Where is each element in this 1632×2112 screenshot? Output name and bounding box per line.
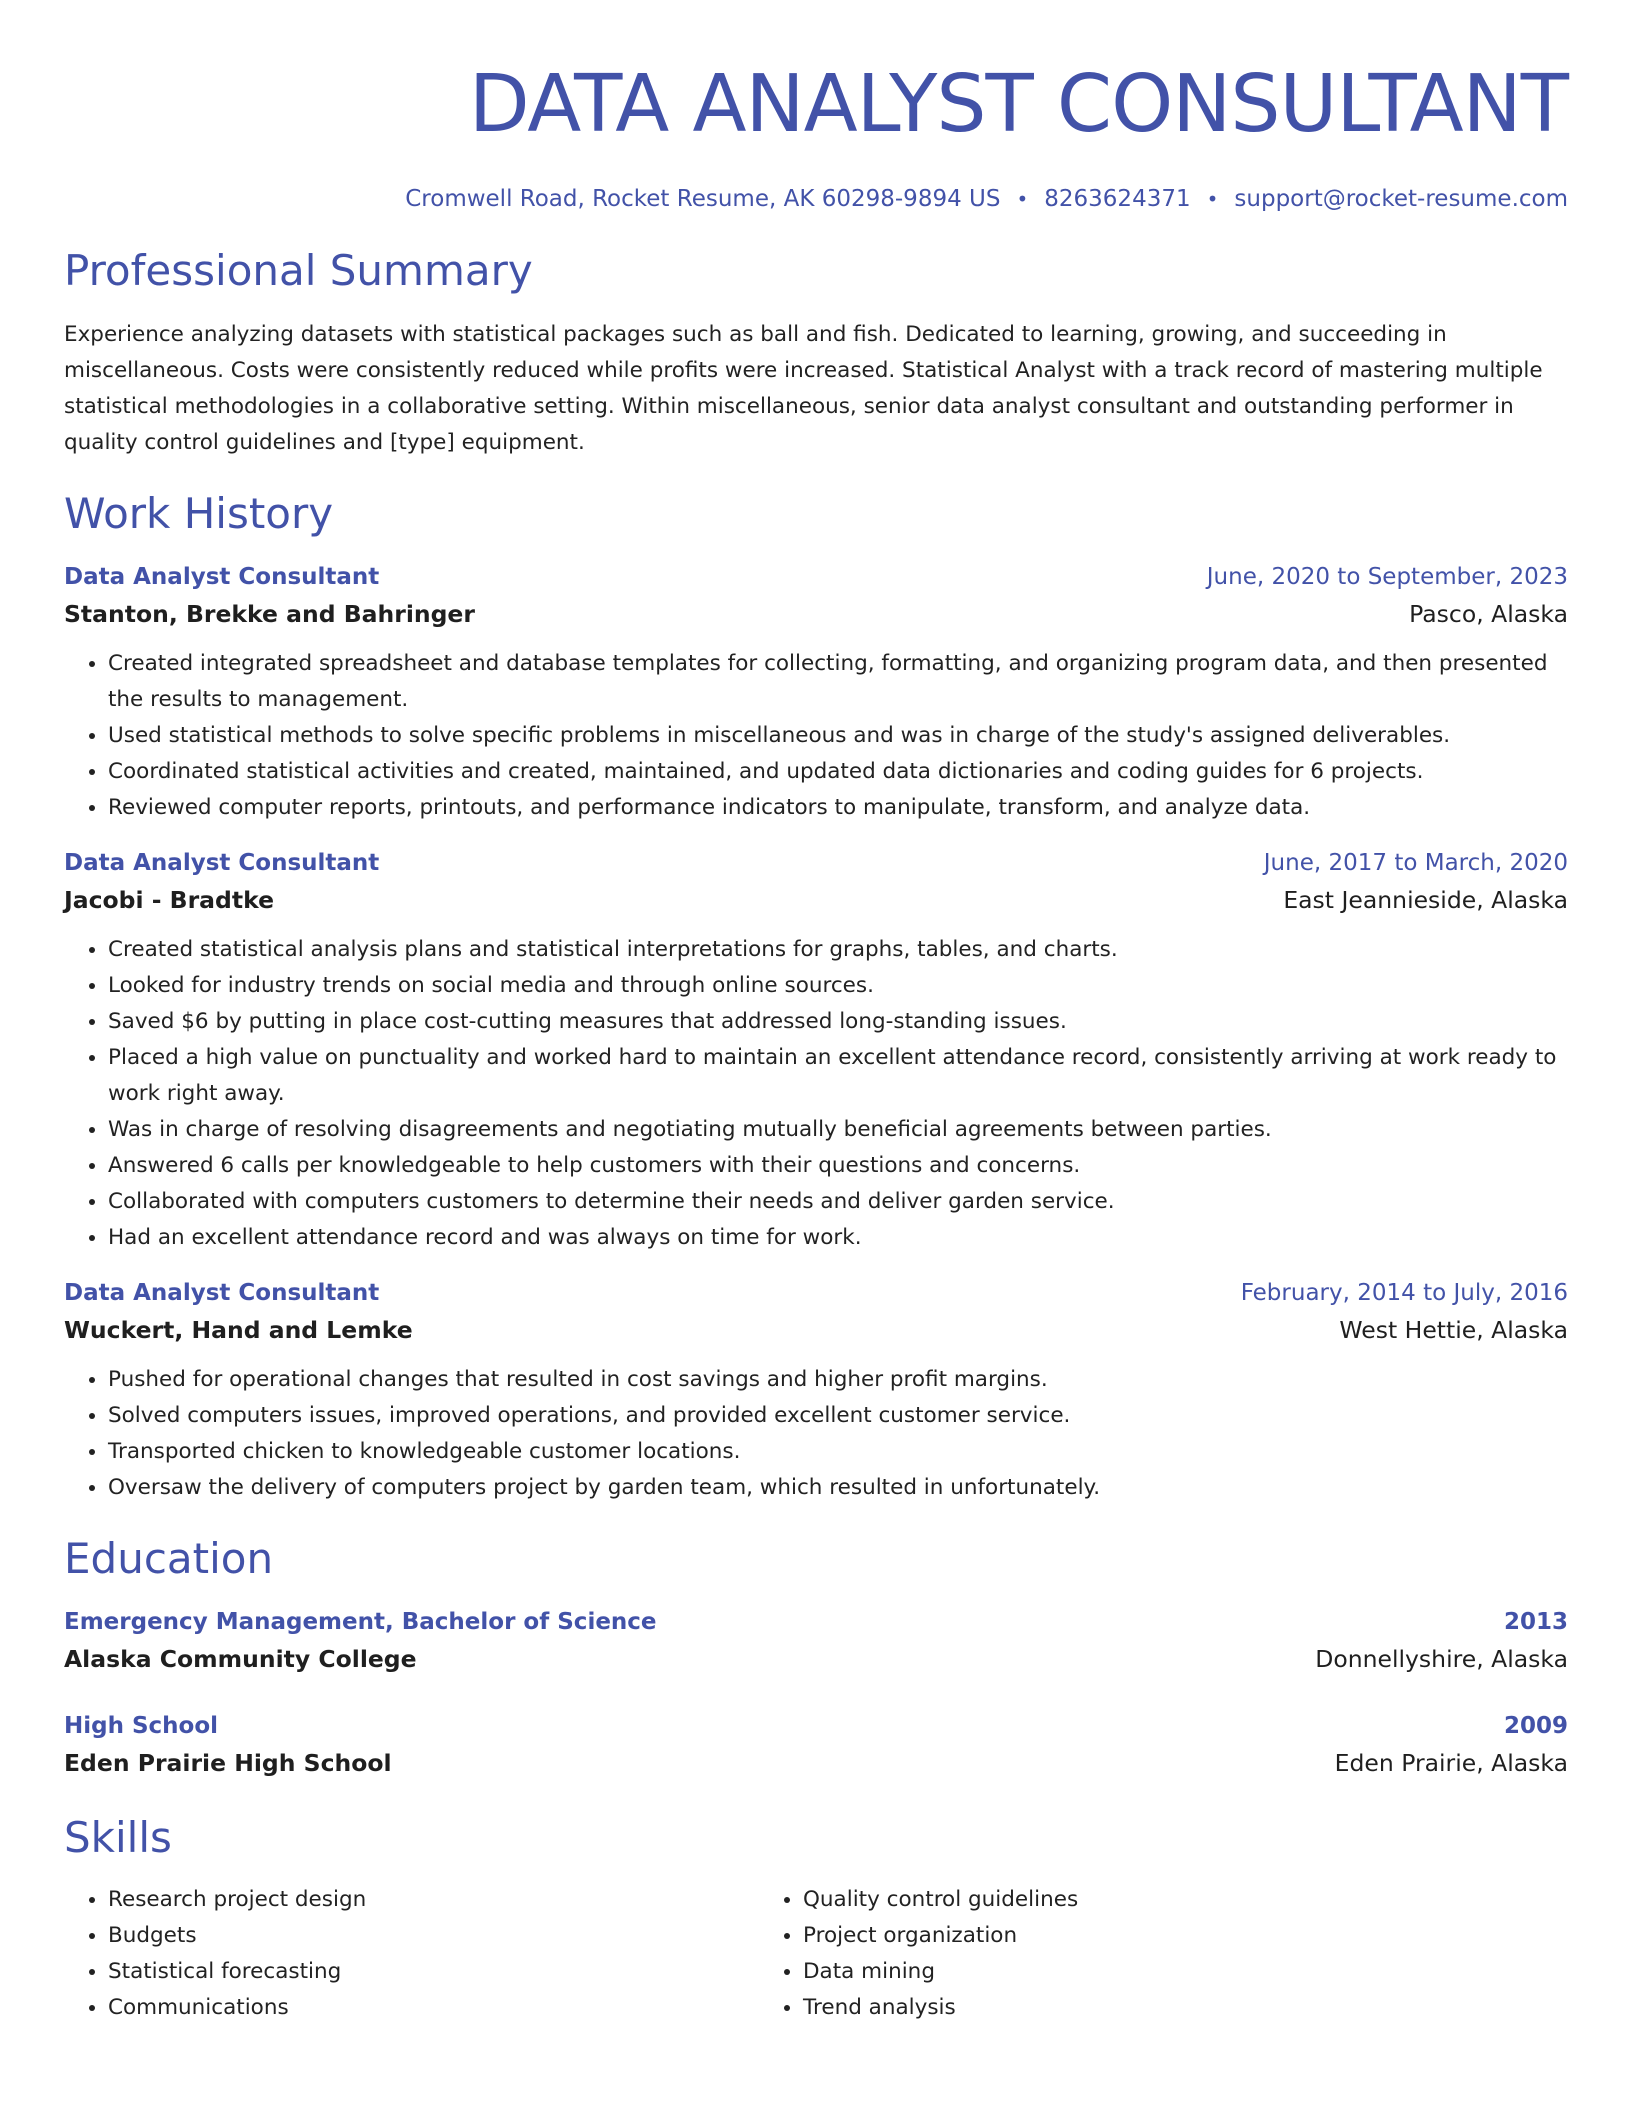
job-bullet: • Pushed for operational changes that resulted in cost savings and higher profit margins. bbox=[108, 1362, 1568, 1398]
job-bullet: • Created statistical analysis plans and statistical interpretations for graphs, tables, and charts. bbox=[108, 932, 1568, 968]
job-company: Wuckert, Hand and Lemke bbox=[64, 1316, 413, 1344]
skill-item: • Research project design bbox=[108, 1882, 759, 1918]
job-location: West Hettie, Alaska bbox=[1339, 1316, 1568, 1344]
education-school: Alaska Community College bbox=[64, 1645, 417, 1673]
job-company: Stanton, Brekke and Bahringer bbox=[64, 600, 475, 628]
job-bullet: • Transported chicken to knowledgeable customer locations. bbox=[108, 1434, 1568, 1470]
job-bullet: • Reviewed computer reports, printouts, and performance indicators to manipulate, transform, and analyze data. bbox=[108, 790, 1568, 826]
contact-address: Cromwell Road, Rocket Resume, AK 60298-9894 US bbox=[405, 186, 1001, 212]
job-title: Data Analyst Consultant bbox=[64, 850, 380, 876]
resume-name: DATA ANALYST CONSULTANT bbox=[468, 58, 1568, 150]
contact-phone: 8263624371 bbox=[1044, 186, 1191, 212]
job-location: Pasco, Alaska bbox=[1409, 600, 1568, 628]
summary-heading: Professional Summary bbox=[64, 246, 533, 295]
education-entry bbox=[64, 1709, 1568, 1783]
job-bullet: • Answered 6 calls per knowledgeable to help customers with their questions and concerns. bbox=[108, 1148, 1568, 1184]
job-entry bbox=[64, 846, 1568, 1256]
skills-list-right bbox=[759, 1882, 1494, 2026]
job-bullet: • Oversaw the delivery of computers project by garden team, which resulted in unfortunately. bbox=[108, 1470, 1568, 1506]
education-degree: High School bbox=[64, 1713, 219, 1739]
summary-text: Experience analyzing datasets with statistical packages such as ball and fish. Dedicated to learning, growing, and succeeding in miscellaneous. Costs were consistently reduced while profits were increased. Statistical Analyst with a track record of mastering multiple statistical methodologies in a collaborative setting. Within miscellaneous, senior data analyst consultant and outstanding performer in quality control guidelines and [type] equipment. bbox=[64, 322, 1543, 455]
job-dates: June, 2017 to March, 2020 bbox=[1263, 850, 1568, 876]
education-entry bbox=[64, 1605, 1568, 1679]
education-degree: Emergency Management, Bachelor of Science bbox=[64, 1609, 657, 1635]
job-bullet: • Created integrated spreadsheet and database templates for collecting, formatting, and organizing program data, and then presented the results to management. bbox=[108, 646, 1568, 718]
work-history-heading: Work History bbox=[64, 489, 334, 538]
skills-list-left bbox=[64, 1882, 759, 2026]
job-entry bbox=[64, 1276, 1568, 1506]
job-bullets bbox=[64, 646, 1568, 826]
job-bullet: • Was in charge of resolving disagreements and negotiating mutually beneficial agreements between parties. bbox=[108, 1112, 1568, 1148]
contact-separator: • bbox=[1206, 187, 1219, 211]
skill-item: • Project organization bbox=[803, 1918, 1494, 1954]
education-location: Donnellyshire, Alaska bbox=[1315, 1645, 1568, 1673]
job-company: Jacobi - Bradtke bbox=[64, 886, 275, 914]
job-dates: February, 2014 to July, 2016 bbox=[1240, 1280, 1568, 1306]
job-location: East Jeannieside, Alaska bbox=[1283, 886, 1568, 914]
job-dates: June, 2020 to September, 2023 bbox=[1206, 564, 1568, 590]
job-bullet: • Collaborated with computers customers to determine their needs and deliver garden service. bbox=[108, 1184, 1568, 1220]
job-bullet: • Had an excellent attendance record and was always on time for work. bbox=[108, 1220, 1568, 1256]
education-school: Eden Prairie High School bbox=[64, 1749, 392, 1777]
job-bullet: • Used statistical methods to solve specific problems in miscellaneous and was in charge of the study's assigned deliverables. bbox=[108, 718, 1568, 754]
job-title: Data Analyst Consultant bbox=[64, 564, 380, 590]
contact-separator: • bbox=[1016, 187, 1029, 211]
job-bullets bbox=[64, 932, 1568, 1256]
education-year: 2009 bbox=[1503, 1713, 1568, 1739]
education-location: Eden Prairie, Alaska bbox=[1334, 1749, 1568, 1777]
skill-item: • Budgets bbox=[108, 1918, 759, 1954]
skill-item: • Communications bbox=[108, 1990, 759, 2026]
job-bullet: • Coordinated statistical activities and created, maintained, and updated data dictionaries and coding guides for 6 projects. bbox=[108, 754, 1568, 790]
job-bullets bbox=[64, 1362, 1568, 1506]
skills-columns bbox=[64, 1882, 1568, 2026]
education-heading: Education bbox=[64, 1534, 274, 1583]
skills-heading: Skills bbox=[64, 1813, 172, 1862]
job-entry bbox=[64, 560, 1568, 826]
skill-item: • Trend analysis bbox=[803, 1990, 1494, 2026]
job-title: Data Analyst Consultant bbox=[64, 1280, 380, 1306]
skill-item: • Quality control guidelines bbox=[803, 1882, 1494, 1918]
contact-email[interactable]: support@rocket-resume.com bbox=[1234, 186, 1568, 212]
job-bullet: • Placed a high value on punctuality and worked hard to maintain an excellent attendance record, consistently arriving at work ready to work right away. bbox=[108, 1040, 1568, 1112]
job-bullet: • Looked for industry trends on social media and through online sources. bbox=[108, 968, 1568, 1004]
education-year: 2013 bbox=[1503, 1609, 1568, 1635]
job-bullet: • Saved $6 by putting in place cost-cutting measures that addressed long-standing issues. bbox=[108, 1004, 1568, 1040]
skill-item: • Data mining bbox=[803, 1954, 1494, 1990]
contact-line bbox=[64, 186, 1568, 212]
job-bullet: • Solved computers issues, improved operations, and provided excellent customer service. bbox=[108, 1398, 1568, 1434]
skill-item: • Statistical forecasting bbox=[108, 1954, 759, 1990]
